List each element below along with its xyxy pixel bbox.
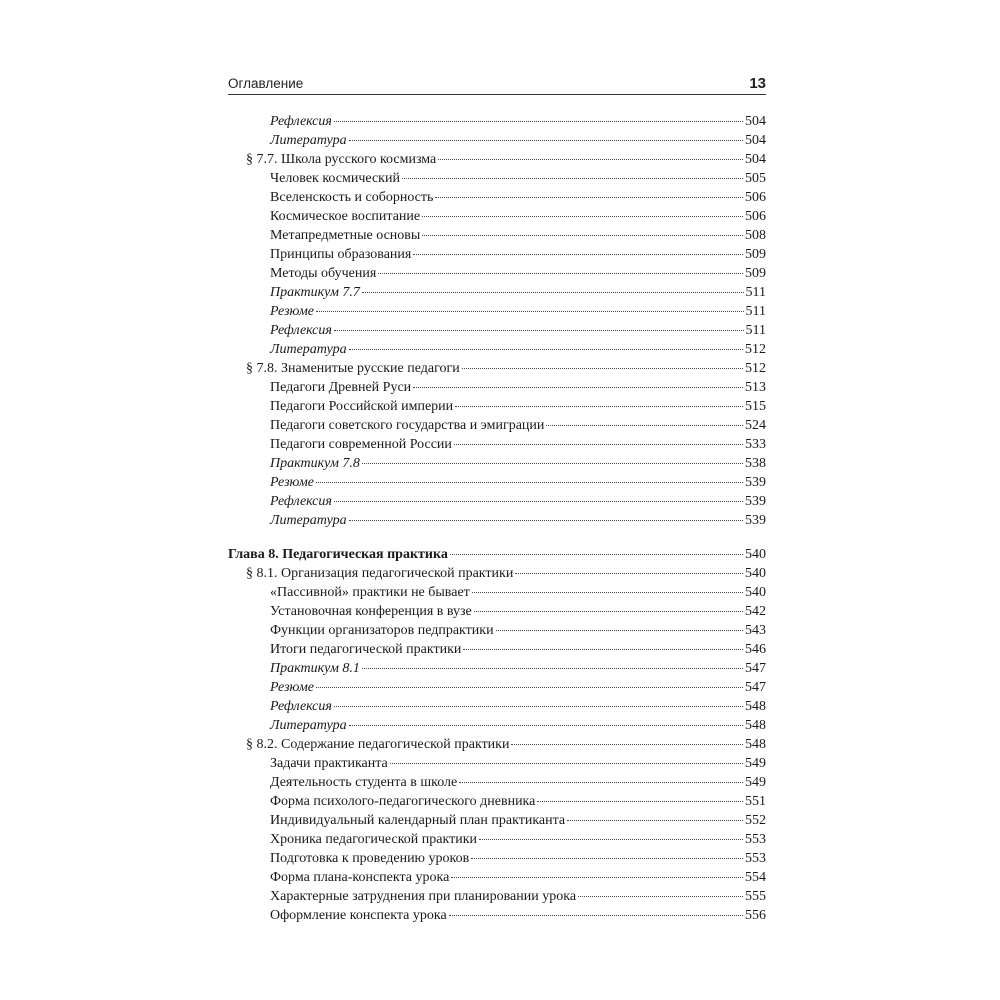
- toc-subsection-entry[interactable]: [228, 435, 766, 454]
- toc-subsection-entry[interactable]: [228, 378, 766, 397]
- toc-entry-label: Резюме: [270, 304, 315, 319]
- toc-entry-label: § 8.2. Содержание педагогической практики: [246, 737, 510, 752]
- toc-entry-page: 504: [745, 114, 766, 129]
- toc-subsection-entry[interactable]: [228, 887, 766, 906]
- toc-subsection-entry[interactable]: [228, 868, 766, 887]
- dot-leader: [334, 501, 743, 502]
- toc-entry-label: Человек космический: [270, 171, 400, 186]
- toc-entry-label: Подготовка к проведению уроков: [270, 851, 470, 866]
- toc-subsection-entry[interactable]: [228, 264, 766, 283]
- dot-leader: [474, 611, 743, 612]
- toc-entry-page: 509: [745, 266, 766, 281]
- toc-subsection-entry[interactable]: [228, 226, 766, 245]
- toc-entry-page: 539: [745, 494, 766, 509]
- toc-entry-label: Метапредметные основы: [270, 228, 421, 243]
- dot-leader: [349, 140, 743, 141]
- toc-entry-label: Рефлексия: [270, 699, 332, 714]
- toc-entry-page: 511: [745, 323, 766, 338]
- toc-entry-page: 533: [745, 437, 766, 452]
- toc-subsection-entry[interactable]: [228, 621, 766, 640]
- toc-subsection-entry[interactable]: [228, 830, 766, 849]
- toc-entry-page: 546: [745, 642, 766, 657]
- toc-entry-label: Рефлексия: [270, 494, 332, 509]
- toc-subsection-entry[interactable]: [228, 492, 766, 511]
- toc-subsection-entry[interactable]: [228, 245, 766, 264]
- running-title: Оглавление: [228, 76, 304, 91]
- toc-entry-label: Итоги педагогической практики: [270, 642, 462, 657]
- toc-entry-page: 540: [745, 566, 766, 581]
- toc-entry-page: 553: [745, 832, 766, 847]
- dot-leader: [422, 235, 743, 236]
- toc-entry-label: Литература: [270, 718, 347, 733]
- toc-entry-page: 556: [745, 908, 766, 923]
- toc-entry-page: 524: [745, 418, 766, 433]
- page-number: 13: [749, 75, 766, 92]
- toc-entry-page: 547: [745, 680, 766, 695]
- toc-entry-page: 552: [745, 813, 766, 828]
- toc-entry-page: 554: [745, 870, 766, 885]
- dot-leader: [390, 763, 743, 764]
- toc-subsection-entry[interactable]: [228, 659, 766, 678]
- toc-entry-label: Практикум 8.1: [270, 661, 360, 676]
- dot-leader: [537, 801, 743, 802]
- toc-subsection-entry[interactable]: [228, 454, 766, 473]
- toc-entry-label: Методы обучения: [270, 266, 377, 281]
- toc-subsection-entry[interactable]: [228, 602, 766, 621]
- toc-entry-page: 548: [745, 699, 766, 714]
- toc-entry-label: Резюме: [270, 680, 315, 695]
- dot-leader: [413, 387, 743, 388]
- toc-entry-label: Глава 8. Педагогическая практика: [228, 547, 448, 562]
- toc-entry-label: Педагоги современной России: [270, 437, 452, 452]
- dot-leader: [334, 330, 744, 331]
- dot-leader: [451, 877, 743, 878]
- dot-leader: [334, 121, 743, 122]
- dot-leader: [316, 687, 743, 688]
- table-of-contents: [228, 112, 766, 925]
- toc-subsection-entry[interactable]: [228, 773, 766, 792]
- dot-leader: [362, 463, 743, 464]
- dot-leader: [462, 368, 743, 369]
- toc-entry-label: Литература: [270, 133, 347, 148]
- toc-entry-label: Рефлексия: [270, 323, 332, 338]
- toc-entry-page: 512: [745, 361, 766, 376]
- toc-entry-label: Деятельность студента в школе: [270, 775, 458, 790]
- toc-entry-label: Педагоги Российской империи: [270, 399, 454, 414]
- toc-entry-page: 548: [745, 718, 766, 733]
- toc-entry-label: Вселенскость и соборность: [270, 190, 434, 205]
- toc-entry-label: Оформление конспекта урока: [270, 908, 447, 923]
- dot-leader: [546, 425, 743, 426]
- dot-leader: [578, 896, 743, 897]
- toc-subsection-entry[interactable]: [228, 112, 766, 131]
- dot-leader: [515, 573, 743, 574]
- toc-subsection-entry[interactable]: [228, 678, 766, 697]
- dot-leader: [463, 649, 743, 650]
- dot-leader: [459, 782, 743, 783]
- toc-entry-page: 540: [745, 585, 766, 600]
- toc-subsection-entry[interactable]: [228, 302, 766, 321]
- dot-leader: [567, 820, 743, 821]
- toc-entry-label: Задачи практиканта: [270, 756, 388, 771]
- toc-subsection-entry[interactable]: [228, 473, 766, 492]
- toc-entry-label: «Пассивной» практики не бывает: [270, 585, 470, 600]
- toc-entry-label: Космическое воспитание: [270, 209, 421, 224]
- toc-subsection-entry[interactable]: [228, 397, 766, 416]
- dot-leader: [422, 216, 743, 217]
- toc-subsection-entry[interactable]: [228, 640, 766, 659]
- toc-entry-page: 504: [745, 152, 766, 167]
- dot-leader: [438, 159, 743, 160]
- toc-entry-page: 549: [745, 775, 766, 790]
- dot-leader: [435, 197, 743, 198]
- toc-subsection-entry[interactable]: [228, 906, 766, 925]
- dot-leader: [472, 592, 743, 593]
- toc-entry-label: Педагоги советского государства и эмиграции: [270, 418, 545, 433]
- dot-leader: [449, 915, 743, 916]
- toc-entry-label: Практикум 7.8: [270, 456, 360, 471]
- toc-entry-page: 513: [745, 380, 766, 395]
- dot-leader: [349, 349, 743, 350]
- dot-leader: [450, 554, 743, 555]
- toc-entry-page: 543: [745, 623, 766, 638]
- toc-entry-page: 504: [745, 133, 766, 148]
- toc-entry-page: 548: [745, 737, 766, 752]
- dot-leader: [511, 744, 743, 745]
- toc-entry-page: 539: [745, 513, 766, 528]
- toc-entry-label: Рефлексия: [270, 114, 332, 129]
- toc-subsection-entry[interactable]: [228, 188, 766, 207]
- toc-subsection-entry[interactable]: [228, 131, 766, 150]
- toc-entry-page: 553: [745, 851, 766, 866]
- toc-entry-label: Индивидуальный календарный план практиканта: [270, 813, 566, 828]
- toc-subsection-entry[interactable]: [228, 511, 766, 530]
- toc-entry-page: 511: [745, 285, 766, 300]
- dot-leader: [413, 254, 743, 255]
- toc-entry-page: 506: [745, 209, 766, 224]
- toc-entry-label: Литература: [270, 513, 347, 528]
- toc-entry-label: Форма плана-конспекта урока: [270, 870, 450, 885]
- toc-subsection-entry[interactable]: [228, 849, 766, 868]
- toc-section-entry[interactable]: [228, 150, 766, 169]
- toc-entry-label: § 7.8. Знаменитые русские педагоги: [246, 361, 460, 376]
- toc-entry-page: 508: [745, 228, 766, 243]
- toc-entry-label: Установочная конференция в вузе: [270, 604, 472, 619]
- toc-entry-page: 515: [745, 399, 766, 414]
- toc-entry-label: Хроника педагогической практики: [270, 832, 478, 847]
- dot-leader: [471, 858, 743, 859]
- toc-entry-page: 555: [745, 889, 766, 904]
- toc-entry-label: Функции организаторов педпрактики: [270, 623, 494, 638]
- toc-entry-page: 511: [745, 304, 766, 319]
- toc-entry-label: Характерные затруднения при планировании урока: [270, 889, 577, 904]
- dot-leader: [454, 444, 743, 445]
- toc-entry-page: 540: [745, 547, 766, 562]
- toc-entry-page: 505: [745, 171, 766, 186]
- toc-entry-page: 509: [745, 247, 766, 262]
- dot-leader: [455, 406, 743, 407]
- toc-entry-page: 551: [745, 794, 766, 809]
- toc-entry-page: 512: [745, 342, 766, 357]
- toc-subsection-entry[interactable]: [228, 583, 766, 602]
- toc-subsection-entry[interactable]: [228, 340, 766, 359]
- toc-entry-page: 538: [745, 456, 766, 471]
- toc-entry-label: § 8.1. Организация педагогической практики: [246, 566, 514, 581]
- toc-subsection-entry[interactable]: [228, 207, 766, 226]
- toc-entry-label: Принципы образования: [270, 247, 412, 262]
- toc-subsection-entry[interactable]: [228, 754, 766, 773]
- toc-entry-page: 547: [745, 661, 766, 676]
- dot-leader: [316, 311, 743, 312]
- toc-entry-label: § 7.7. Школа русского космизма: [246, 152, 437, 167]
- dot-leader: [479, 839, 743, 840]
- dot-leader: [362, 668, 743, 669]
- toc-chapter-entry[interactable]: [228, 545, 766, 564]
- toc-section-entry[interactable]: [228, 735, 766, 754]
- toc-entry-page: 539: [745, 475, 766, 490]
- dot-leader: [402, 178, 743, 179]
- toc-entry-label: Литература: [270, 342, 347, 357]
- toc-subsection-entry[interactable]: [228, 792, 766, 811]
- toc-entry-label: Педагоги Древней Руси: [270, 380, 412, 395]
- running-head: [228, 72, 766, 95]
- dot-leader: [349, 725, 743, 726]
- toc-section-entry[interactable]: [228, 359, 766, 378]
- dot-leader: [334, 706, 743, 707]
- toc-subsection-entry[interactable]: [228, 697, 766, 716]
- toc-entry-page: 506: [745, 190, 766, 205]
- toc-subsection-entry[interactable]: [228, 283, 766, 302]
- toc-section-entry[interactable]: [228, 564, 766, 583]
- toc-entry-label: Форма психолого-педагогического дневника: [270, 794, 536, 809]
- dot-leader: [496, 630, 743, 631]
- toc-subsection-entry[interactable]: [228, 169, 766, 188]
- dot-leader: [378, 273, 743, 274]
- toc-subsection-entry[interactable]: [228, 321, 766, 340]
- dot-leader: [349, 520, 743, 521]
- toc-subsection-entry[interactable]: [228, 716, 766, 735]
- toc-subsection-entry[interactable]: [228, 416, 766, 435]
- toc-entry-page: 542: [745, 604, 766, 619]
- dot-leader: [362, 292, 744, 293]
- toc-entry-label: Практикум 7.7: [270, 285, 360, 300]
- dot-leader: [316, 482, 743, 483]
- toc-entry-label: Резюме: [270, 475, 315, 490]
- toc-subsection-entry[interactable]: [228, 811, 766, 830]
- toc-entry-page: 549: [745, 756, 766, 771]
